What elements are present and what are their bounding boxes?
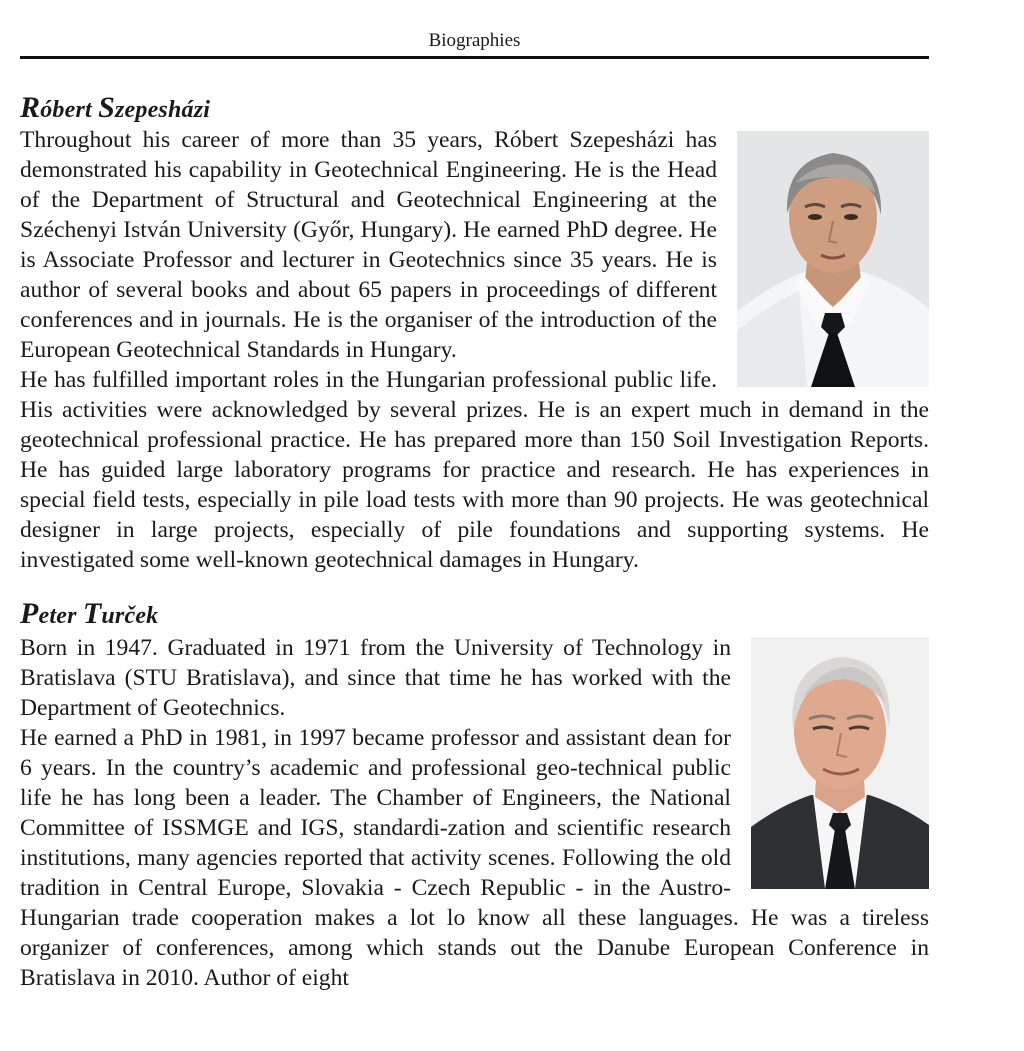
biography-paragraph: He earned a PhD in 1981, in 1997 became professor and assistant dean for 6 years. In the country’s academic and professional geo-technical public life he has long been a leader. The Chamber of Engineers, the National Committee of ISSMGE and IGS, standardi-zation and scientific research institutions, many agencies reported that activity scenes. Following the old tradition in Central Europe, Slovakia - Czech Republic - in the Austro-Hungarian trade cooperation makes a lot lo know all these languages. He was a tireless organizer of conferences, among which stands out the Danube European Conference in Bratislava in 2010. Author of eight bbox=[20, 725, 929, 991]
biography-szepeshazi bbox=[20, 91, 929, 575]
header-rule bbox=[20, 56, 929, 59]
portrait-szepeshazi-image bbox=[737, 131, 929, 387]
biography-paragraph: Born in 1947. Graduated in 1971 from the University of Technology in Bratislava (STU Bratislava), and since that time he has worked with the Department of Geotechnics. bbox=[20, 635, 731, 721]
biography-paragraph: He has fulfilled important roles in the Hungarian professional public life. His activities were acknowledged by several prizes. He is an expert much in demand in the geotechnical professional practice. He has prepared more than 150 Soil Investigation Reports. He has guided large laboratory programs for practice and research. He has experiences in special field tests, especially in pile load tests with more than 90 projects. He was geotechnical designer in large projects, especially of pile foundations and supporting systems. He investigated some well-known geotechnical damages in Hungary. bbox=[20, 367, 929, 573]
biography-name: Róbert Szepesházi bbox=[20, 91, 211, 124]
biography-turcek bbox=[20, 595, 929, 993]
running-header: Biographies bbox=[428, 30, 521, 51]
biography-name: Peter Turček bbox=[20, 597, 159, 630]
biography-paragraph: Throughout his career of more than 35 years, Róbert Szepesházi has demonstrated his capability in Geotechnical Engineering. He is the Head of the Department of Structural and Geotechnical Engineering at the Széchenyi István University (Győr, Hungary). He earned PhD degree. He is Associate Professor and lecturer in Geotechnics since 35 years. He is author of several books and about 65 papers in proceedings of different conferences and in journals. He is the organiser of the introduction of the European Geotechnical Standards in Hungary. bbox=[20, 127, 717, 363]
portrait-photo bbox=[751, 637, 929, 889]
portrait-turcek-image bbox=[751, 637, 929, 889]
portrait-photo bbox=[737, 131, 929, 387]
document-page bbox=[20, 0, 929, 1051]
